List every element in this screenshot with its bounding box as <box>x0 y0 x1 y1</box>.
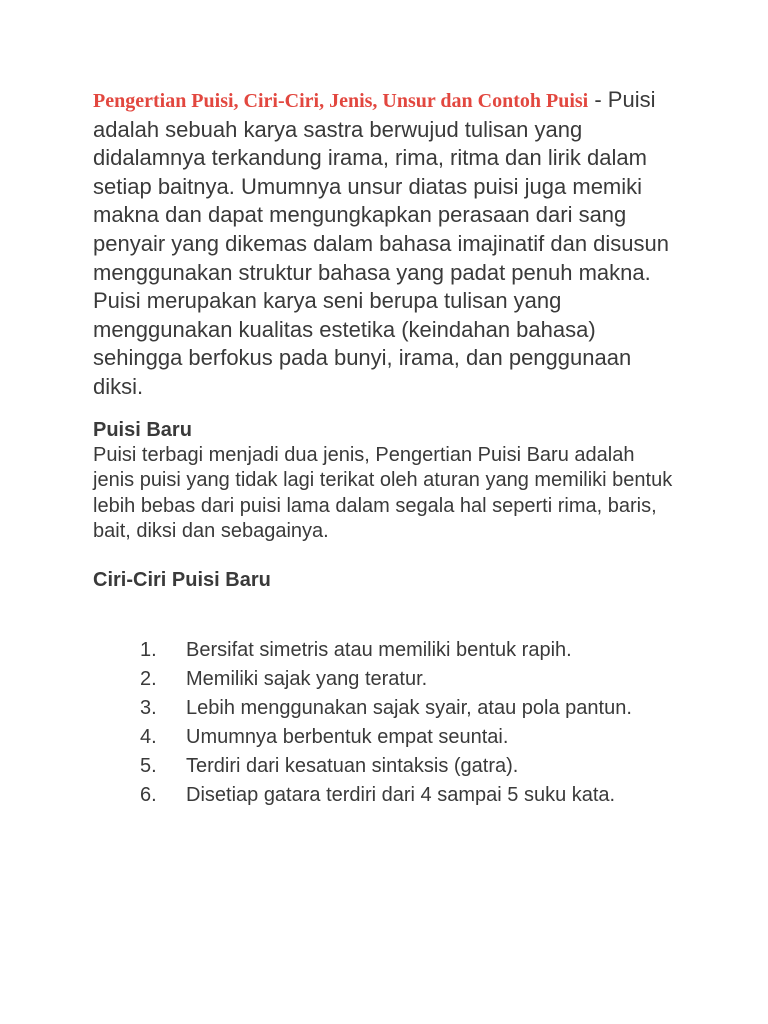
article-title: Pengertian Puisi, Ciri-Ciri, Jenis, Unsur dan Contoh Puisi <box>93 90 589 112</box>
document-content <box>93 86 675 812</box>
puisi-baru-paragraph: Puisi terbagi menjadi dua jenis, Pengertian Puisi Baru adalah jenis puisi yang tidak lagi terikat oleh aturan yang memiliki bentuk lebih bebas dari puisi lama dalam segala hal seperti rima, baris, bait, diksi dan sebagainya. <box>93 443 673 543</box>
ciri-ciri-list <box>140 638 675 808</box>
list-item-text: Umumnya berbentuk empat seuntai. <box>186 725 509 748</box>
list-item-text: Lebih menggunakan sajak syair, atau pola pantun. <box>186 696 632 719</box>
list-item-number: 6. <box>140 783 157 806</box>
list-item <box>140 725 675 750</box>
list-item <box>140 783 675 808</box>
list-item <box>140 667 675 692</box>
section-heading-ciri-ciri: Ciri-Ciri Puisi Baru <box>93 568 271 591</box>
list-item <box>140 638 675 663</box>
intro-paragraph <box>93 86 675 402</box>
list-item-number: 5. <box>140 754 157 777</box>
list-item-text: Terdiri dari kesatuan sintaksis (gatra). <box>186 754 519 777</box>
intro-text: - Puisi adalah sebuah karya sastra berwujud tulisan yang didalamnya terkandung irama, rima, ritma dan lirik dalam setiap baitnya. Umumnya unsur diatas puisi juga memiki makna dan dapat mengungkapkan perasaan dari sang penyair yang dikemas dalam bahasa imajinatif dan disusun menggunakan struktur bahasa yang padat penuh makna. Puisi merupakan karya seni berupa tulisan yang menggunakan kualitas estetika (keindahan bahasa) sehingga berfokus pada bunyi, irama, dan penggunaan diksi. <box>93 87 670 399</box>
section-heading-puisi-baru: Puisi Baru <box>93 418 192 441</box>
list-item-text: Disetiap gatara terdiri dari 4 sampai 5 suku kata. <box>186 783 616 806</box>
list-item-text: Bersifat simetris atau memiliki bentuk rapih. <box>186 638 572 661</box>
list-item-number: 3. <box>140 696 157 719</box>
list-item <box>140 696 675 721</box>
list-item-number: 1. <box>140 638 157 661</box>
list-item <box>140 754 675 779</box>
list-item-text: Memiliki sajak yang teratur. <box>186 667 428 690</box>
list-item-number: 2. <box>140 667 157 690</box>
list-item-number: 4. <box>140 725 157 748</box>
